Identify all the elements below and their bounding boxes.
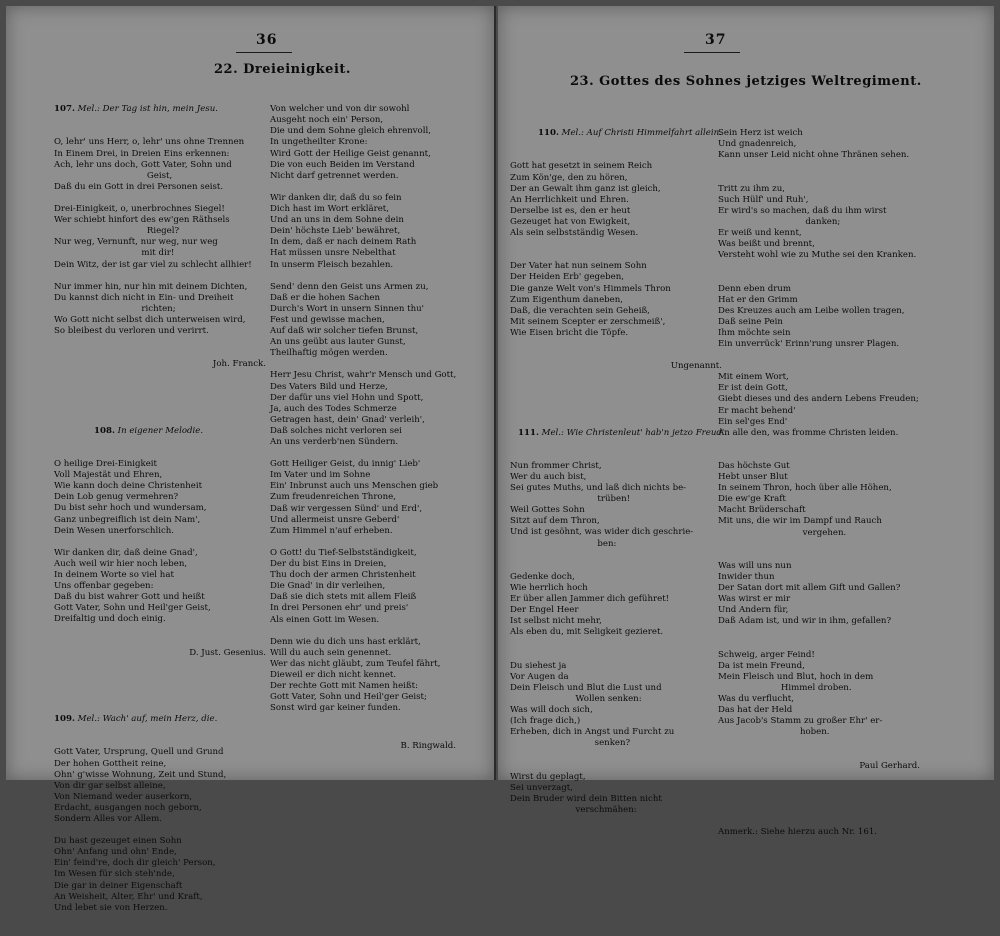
verse-line: An Herrlichkeit und Ehren. [510, 194, 629, 205]
verse-line: Mit uns, die wir im Dampf und Rauch [718, 516, 882, 527]
verse-line [718, 450, 948, 461]
verse-line: Nur weg, Vernunft, nur weg, nur weg [54, 237, 218, 248]
verse-line: Dein Witz, der ist gar viel zu schlecht allhier! [54, 259, 252, 270]
verse-line: In dem, daß er nach deinem Rath [270, 237, 417, 248]
verse-line: Von Niemand weder auserkorn, [54, 791, 193, 802]
verse-line: Er ist dein Gott, [718, 383, 788, 394]
verse-line [718, 639, 948, 650]
verse-line [718, 550, 948, 561]
verse-line: Gott hat gesetzt in seinem Reich [510, 161, 653, 172]
verse-line [54, 825, 280, 836]
verse-line: Will du auch sein genennet. [270, 647, 392, 658]
verse-line [270, 271, 490, 282]
verse-line: Da ist mein Freund, [718, 660, 805, 671]
verse-line: Daß seine Pein [718, 316, 783, 327]
verse-line: Sonst wird gar keiner funden. [270, 703, 401, 714]
verse-line: Aus Jacob's Stamm zu großer Ehr' er- [718, 716, 883, 727]
verse-line: Die gar in deiner Eigenschaft [54, 880, 183, 891]
page-number: 36 [256, 32, 278, 48]
verse-line: Des Vaters Bild und Herze, [270, 381, 388, 392]
verse-line: Dein Fleisch und Blut die Lust und [510, 682, 662, 693]
verse-line: Macht Brüderschaft [718, 505, 806, 516]
verse-line [718, 439, 948, 450]
verse-line: Im Wesen für sich steh'nde, [54, 869, 175, 880]
verse-line [718, 627, 948, 638]
verse-line: Daß sie dich stets mit allem Fleiß [270, 592, 417, 603]
verse-line: Riegel? [54, 226, 180, 237]
verse-line [510, 561, 732, 572]
verse-line: An uns geübt aus lauter Gunst, [270, 337, 406, 348]
verse-line: Der dafür uns viel Hohn und Spott, [270, 392, 424, 403]
verse-line: Voll Majestät und Ehren, [54, 470, 163, 481]
hymn-107-header: 107. Mel.: Der Tag ist hin, mein Jesu. [54, 104, 218, 115]
verse-line: An uns verderb'nen Sündern. [270, 437, 399, 447]
verse-line [54, 271, 280, 282]
verse-line: Tritt zu ihm zu, [718, 183, 785, 194]
verse-line: Mein Fleisch und Blut, hoch in dem [718, 671, 874, 682]
left-page [6, 6, 496, 913]
verse-line: O heilige Drei-Einigkeit [54, 459, 157, 470]
verse-line: Ein sel'ges End' [718, 416, 788, 427]
verse-line [54, 193, 280, 204]
verse-line: Dein Wesen unerforschlich. [54, 525, 175, 536]
verse-line: Der an Gewalt ihm ganz ist gleich, [510, 183, 661, 194]
annotation-note: Anmerk.: Siehe hierzu auch Nr. 161. [718, 827, 878, 837]
verse-line: Was wirst er mir [718, 594, 791, 605]
hymn-111-header: 111. Mel.: Wie Christenleut' hab'n jetzo Freud'. [518, 427, 727, 438]
verse-line [718, 161, 948, 172]
hymn-111-text [510, 461, 732, 816]
verse-line: In ungetheilter Krone: [270, 137, 368, 148]
verse-line: O, lehr' uns Herr, o, lehr' uns ohne Trennen [54, 137, 245, 148]
verse-line: Wer schiebt hinfort des ew'gen Räthsels [54, 215, 230, 226]
verse-line: Sei unverzagt, [510, 782, 573, 793]
verse-line: Gott Vater, Sohn und Heil'ger Geist; [270, 692, 427, 703]
verse-line: Die und dem Sohne gleich ehrenvoll, [270, 126, 431, 137]
verse-line: Nicht darf getrennet werden. [270, 170, 399, 181]
hymn-111-author: Paul Gerhard. [859, 760, 920, 771]
verse-line [270, 182, 490, 193]
verse-line: Was du verflucht, [718, 693, 794, 704]
verse-line: Ein' feind're, doch dir gleich' Person, [54, 858, 216, 869]
verse-line: Inwider thun [718, 571, 775, 582]
verse-line: Gott Vater, Ursprung, Quell und Grund [54, 747, 224, 758]
verse-line: Theilhaftig mögen werden. [270, 348, 388, 359]
verse-line: Sitzt auf dem Thron, [510, 516, 600, 527]
verse-line: Denn eben drum [718, 283, 792, 294]
verse-line: Des Kreuzes auch am Leibe wollen tragen, [718, 305, 905, 316]
hymn-107-text [54, 137, 280, 337]
verse-line: Ein' Inbrunst auch uns Menschen gieb [270, 481, 439, 492]
verse-line: Wir danken dir, daß du so fein [270, 192, 402, 203]
verse-line: Und Andern für, [718, 605, 789, 616]
verse-line: Er macht behend' [718, 405, 796, 416]
verse-line [510, 250, 732, 261]
verse-line: Und allermeist unsre Geberd' [270, 514, 400, 525]
verse-line [270, 448, 490, 459]
verse-line: Ohn' Anfang und ohn' Ende, [54, 847, 177, 858]
verse-line: Und gnadenreich, [718, 139, 797, 150]
verse-line: Der rechte Gott mit Namen heißt: [270, 681, 418, 692]
verse-line: Sein Herz ist weich [718, 128, 803, 139]
verse-line: Du bist sehr hoch und wundersam, [54, 503, 207, 514]
verse-line: Zum freudenreichen Throne, [270, 492, 396, 503]
verse-line: Wie Eisen bricht die Töpfe. [510, 327, 629, 338]
hymn-107-author: Joh. Franck. [212, 359, 266, 370]
verse-line: Daß du ein Gott in drei Personen seist. [54, 181, 224, 192]
verse-line: Auch weil wir hier noch leben, [54, 558, 188, 569]
verse-line: Im Vater und im Sohne [270, 470, 371, 481]
verse-line: Wer du auch bist, [510, 472, 587, 482]
verse-line: Weil Gottes Sohn [510, 505, 585, 516]
verse-line: Die Gnad' in dir verleihen, [270, 581, 386, 592]
hymn-108-header: 108. In eigener Melodie. [94, 425, 204, 436]
verse-line: Daß er die hohen Sachen [270, 292, 381, 303]
verse-line: An Weisheit, Alter, Ehr' und Kraft, [54, 891, 203, 902]
page-number: 37 [705, 32, 727, 48]
verse-line: Ausgeht noch ein' Person, [270, 115, 384, 126]
verse-line [718, 539, 948, 550]
verse-line [510, 239, 732, 250]
verse-line: Geist, [54, 170, 173, 181]
verse-line [270, 537, 490, 548]
hymn-109-text [54, 747, 280, 913]
left-column-1 [54, 82, 280, 913]
verse-line: Zum Kön'ge, den zu hören, [510, 172, 628, 183]
verse-line: Als einen Gott im Wesen. [270, 614, 380, 625]
section-title: 22. Dreieinigkeit. [214, 62, 351, 77]
verse-line: Der Engel Heer [510, 605, 579, 616]
verse-line: Auf daß wir solcher tiefen Brunst, [270, 326, 419, 337]
verse-line: Du siehest ja [510, 660, 567, 671]
verse-line: Er über allen Jammer dich geführet! [510, 594, 670, 605]
verse-line: Wo Gott nicht selbst dich unterweisen wird, [54, 314, 246, 325]
verse-line: Daß, die verachten sein Geheiß, [510, 305, 650, 316]
verse-line: Denn wie du dich uns hast erklärt, [270, 636, 421, 647]
verse-line: Ach, lehr uns doch, Gott Vater, Sohn und [54, 159, 232, 170]
verse-line: vergehen. [718, 527, 847, 538]
verse-line: Wird Gott der Heilige Geist genannt, [270, 148, 431, 159]
verse-line: Du hast gezeuget einen Sohn [54, 836, 182, 847]
verse-line [718, 173, 948, 184]
verse-line: Derselbe ist es, den er heut [510, 205, 631, 216]
verse-line: mit dir! [54, 248, 175, 259]
verse-line: Gott Heiliger Geist, du innig' Lieb' [270, 459, 421, 470]
page-number-rule [236, 52, 292, 53]
verse-line: verschmähen: [510, 804, 637, 815]
verse-line: Das höchste Gut [718, 461, 790, 471]
right-page [498, 6, 994, 837]
verse-line: Mit seinem Scepter er zerschmeiß', [510, 316, 666, 327]
verse-line: Ganz unbegreiflich ist dein Nam', [54, 514, 201, 525]
verse-line: Er weiß und kennt, [718, 228, 802, 239]
verse-line: In drei Personen ehr' und preis' [270, 603, 409, 614]
verse-line: Von welcher und von dir sowohl [270, 104, 410, 115]
verse-line: Ihm möchte sein [718, 327, 791, 338]
verse-line: (Ich frage dich,) [510, 716, 581, 727]
hymn-108-author: D. Just. Gesenius. [189, 647, 266, 658]
verse-line: In deinem Worte so viel hat [54, 570, 174, 581]
verse-line: Zum Eigenthum daneben, [510, 294, 624, 305]
hymn-109-header: 109. Mel.: Wach' auf, mein Herz, die. [54, 714, 218, 725]
verse-line [54, 537, 280, 548]
verse-line: Thu doch der armen Christenheit [270, 570, 416, 581]
verse-line: Ja, auch des Todes Schmerze [270, 403, 397, 414]
verse-line: Was will uns nun [718, 560, 792, 571]
verse-line [270, 626, 490, 637]
verse-line: Gedenke doch, [510, 571, 575, 582]
verse-line: In unserm Fleisch bezahlen. [270, 259, 394, 270]
hymn-110-text [510, 161, 732, 339]
verse-line: Getragen hast, dein' Gnad' verleih', [270, 414, 425, 425]
verse-line: Er wird's so machen, daß du ihm wirst [718, 205, 887, 216]
verse-line: Mit einem Wort, [718, 372, 789, 383]
verse-line: So bleibest du verloren und verirrt. [54, 326, 209, 337]
verse-line: Wie kann doch deine Christenheit [54, 481, 203, 492]
verse-line: Der hohen Gottheit reine, [54, 758, 167, 769]
verse-line: Daß Adam ist, und wir in ihm, gefallen? [718, 616, 892, 627]
section-title: 23. Gottes des Sohnes jetziges Weltregiment. [570, 74, 922, 89]
verse-line: Kann unser Leid nicht ohne Thränen sehen. [718, 150, 910, 161]
verse-line: Wie herrlich hoch [510, 582, 588, 593]
verse-line: An alle den, was fromme Christen leiden. [718, 427, 899, 438]
verse-line: Himmel droben. [718, 682, 852, 693]
verse-line: Der du bist Eins in Dreien, [270, 559, 387, 570]
verse-line: Uns offenbar gegeben: [54, 581, 154, 592]
verse-line: Der Heiden Erb' gegeben, [510, 272, 625, 283]
verse-line: Und lebet sie von Herzen. [54, 902, 168, 913]
verse-line [510, 749, 732, 760]
verse-line: Nur immer hin, nur hin mit deinem Dichten, [54, 281, 248, 292]
verse-line: Das hat der Held [718, 705, 793, 716]
hymn-110-header: 110. Mel.: Auf Christi Himmelfahrt allein. [538, 128, 722, 139]
verse-line: Dieweil er dich nicht kennet. [270, 669, 397, 680]
verse-line: Sei gutes Muths, und laß dich nichts be- [510, 483, 687, 494]
verse-line: Als sein selbstständig Wesen. [510, 228, 639, 239]
verse-line: Und ist gesöhnt, was wider dich geschrie- [510, 527, 694, 538]
verse-line: trüben! [510, 494, 631, 505]
verse-line: Wirst du geplagt, [510, 771, 586, 782]
verse-line: Hat müssen unsre Nebelthat [270, 248, 396, 259]
verse-line: Dreifaltig und doch einig. [54, 614, 166, 625]
verse-line: Von dir gar selbst alleine, [54, 780, 166, 791]
verse-line: O Gott! du Tief-Selbstständigkeit, [270, 547, 417, 558]
hymn-111-continued-text [718, 128, 948, 738]
verse-line: Herr Jesu Christ, wahr'r Mensch und Gott, [270, 370, 457, 381]
verse-line [510, 650, 732, 661]
verse-line: Giebt dieses und des andern Lebens Freuden; [718, 394, 919, 405]
verse-line: Erdacht, ausgangen noch geborn, [54, 802, 202, 813]
verse-line: Sondern Alles vor Allem. [54, 814, 163, 824]
verse-line: Der Satan dort mit allem Gift und Gallen? [718, 583, 901, 594]
verse-line: Fest und gewisse machen, [270, 314, 385, 325]
verse-line: Erheben, dich in Angst und Furcht zu [510, 727, 675, 738]
verse-line: Dein Lob genug vermehren? [54, 492, 179, 503]
verse-line [510, 760, 732, 771]
verse-line: In seinem Thron, hoch über alle Höhen, [718, 483, 892, 494]
verse-line: Die ew'ge Kraft [718, 494, 786, 505]
hymn-109-author: B. Ringwald. [400, 740, 456, 751]
verse-line: Such Hülf' und Ruh', [718, 194, 809, 205]
verse-line [718, 261, 948, 272]
verse-line: Hebt unser Blut [718, 472, 788, 483]
verse-line: Schweig, arger Feind! [718, 649, 815, 660]
left-column-2 [270, 82, 490, 751]
verse-line: Versteht wohl wie zu Muthe sei den Kranken. [718, 250, 917, 261]
verse-line: Du kannst dich nicht in Ein- und Dreiheit [54, 292, 234, 303]
verse-line: Gott Vater, Sohn und Heil'ger Geist, [54, 603, 211, 614]
verse-line: Zum Himmel n'auf erheben. [270, 525, 393, 536]
verse-line: danken; [718, 216, 841, 227]
verse-line: Und an uns in dem Sohne dein [270, 215, 404, 226]
verse-line: Daß solches nicht verloren sei [270, 425, 402, 436]
verse-line: Nun frommer Christ, [510, 460, 602, 471]
verse-line: Ohn' g'wisse Wohnung, Zeit und Stund, [54, 769, 227, 780]
verse-line: Der Vater hat nun seinem Sohn [510, 261, 647, 272]
verse-line: Die ganze Welt von's Himmels Thron [510, 283, 671, 294]
verse-line: Dein Bruder wird dein Bitten nicht [510, 793, 662, 804]
verse-line: Die von euch Beiden im Verstand [270, 159, 415, 170]
verse-line: Drei-Einigkeit, o, unerbrochnes Siegel! [54, 204, 225, 215]
verse-line: Ein unverrück' Erinn'rung unsrer Plagen. [718, 338, 900, 349]
verse-line: Hat er den Grimm [718, 294, 798, 305]
verse-line: In Einem Drei, in Dreien Eins erkennen: [54, 148, 230, 159]
verse-line [718, 361, 948, 372]
hymn-110-author: Ungenannt. [670, 361, 722, 372]
hymn-109-continued-text [270, 104, 490, 714]
verse-line: Dich hast im Wort erkläret, [270, 204, 389, 215]
verse-line: Wer das nicht gläubt, zum Teufel fährt, [270, 658, 441, 669]
verse-line: senken? [510, 738, 631, 749]
verse-line: Wollen senken: [510, 693, 642, 704]
verse-line: Gezeuget hat von Ewigkeit, [510, 216, 631, 227]
verse-line: Vor Augen da [510, 671, 569, 682]
verse-line [718, 272, 948, 283]
verse-line: Wir danken dir, daß deine Gnad', [54, 547, 198, 558]
hymn-108-text [54, 459, 280, 625]
verse-line: Daß wir vergessen Sünd' und Erd', [270, 503, 423, 514]
page-number-rule [684, 52, 740, 53]
verse-line: richten; [54, 303, 176, 314]
verse-line: Dein' höchste Lieb' bewähret, [270, 226, 401, 237]
verse-line: ben: [510, 538, 617, 549]
right-column-1 [510, 106, 732, 815]
verse-line [270, 359, 490, 370]
verse-line [510, 550, 732, 561]
verse-line: Als eben du, mit Seligkeit gezieret. [510, 627, 664, 638]
verse-line: Send' denn den Geist uns Armen zu, [270, 281, 429, 292]
verse-line: Was beißt und brennt, [718, 239, 815, 250]
verse-line: Ist selbst nicht mehr, [510, 616, 602, 627]
right-column-2 [718, 106, 948, 837]
verse-line [718, 350, 948, 361]
verse-line [510, 638, 732, 649]
verse-line: Durch's Wort in unsern Sinnen thu' [270, 303, 424, 314]
verse-line: Was will doch sich, [510, 704, 593, 715]
verse-line: hoben. [718, 727, 830, 738]
verse-line: Daß du bist wahrer Gott und heißt [54, 592, 205, 603]
